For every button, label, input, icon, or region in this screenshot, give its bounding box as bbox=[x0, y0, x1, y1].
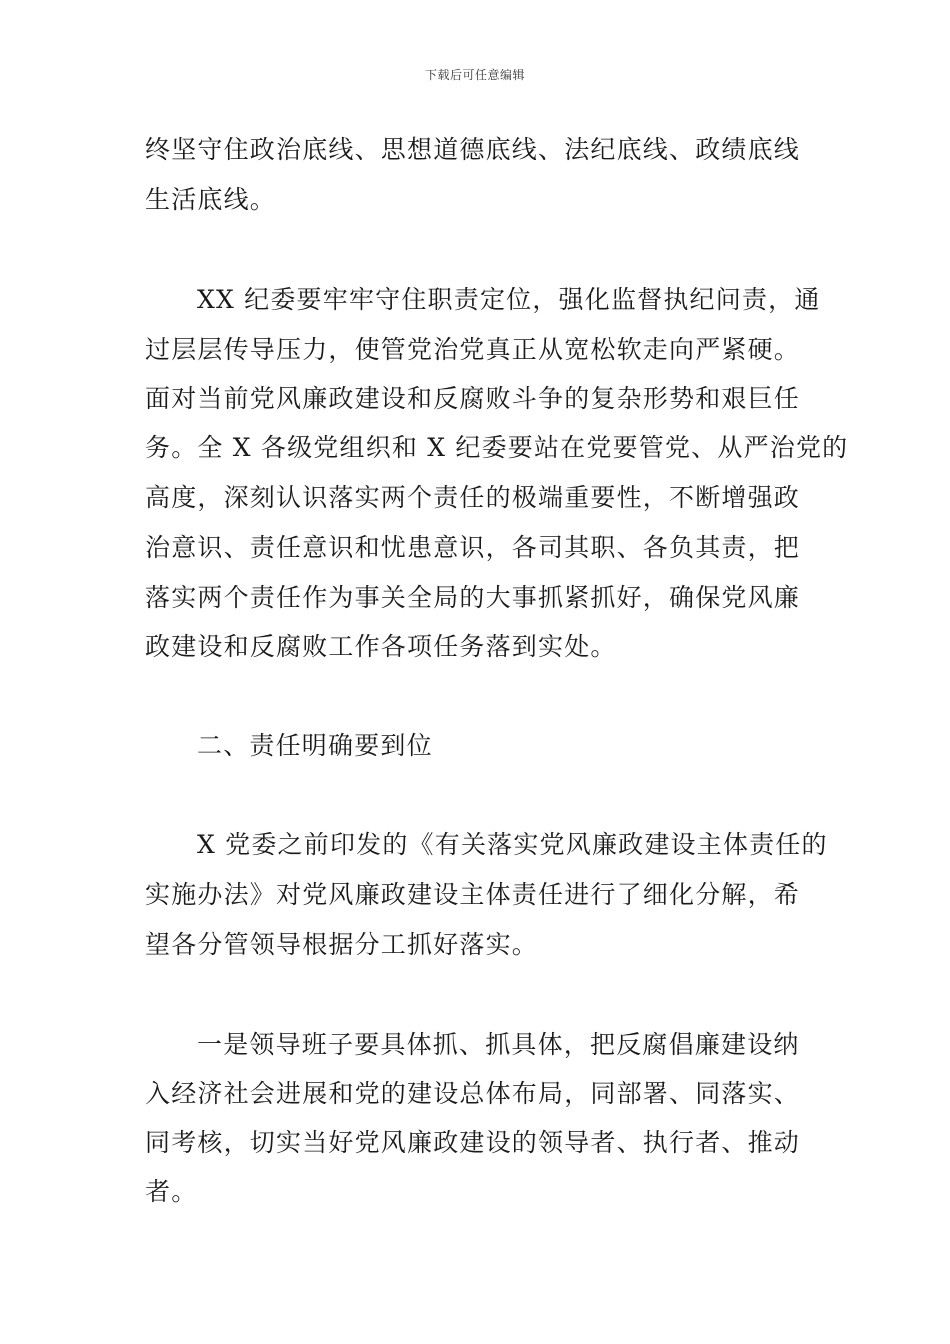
paragraph-line: X 党委之前印发的《有关落实党风廉政建设主体责任的 bbox=[197, 830, 828, 859]
paragraph-line: 者。 bbox=[145, 1177, 198, 1206]
paragraph-line: 落实两个责任作为事关全局的大事抓紧抓好，确保党风廉 bbox=[145, 583, 801, 612]
paragraph-line: 一是领导班子要具体抓、抓具体，把反腐倡廉建设纳 bbox=[197, 1030, 800, 1059]
section-heading: 二、责任明确要到位 bbox=[197, 731, 433, 760]
paragraph-line: 高度，深刻认识落实两个责任的极端重要性，不断增强政 bbox=[145, 483, 801, 512]
paragraph-line: 务。全 X 各级党组织和 X 纪委要站在党要管党、从严治党的 bbox=[145, 433, 849, 462]
paragraph-line: 同考核，切实当好党风廉政建设的领导者、执行者、推动 bbox=[145, 1128, 801, 1157]
paragraph-line: 面对当前党风廉政建设和反腐败斗争的复杂形势和艰巨任 bbox=[145, 384, 801, 413]
paragraph-line: 治意识、责任意识和忧患意识，各司其职、各负其责，把 bbox=[145, 533, 801, 562]
paragraph-line: 政建设和反腐败工作各项任务落到实处。 bbox=[145, 632, 617, 661]
paragraph-line: 过层层传导压力，使管党治党真正从宽松软走向严紧硬。 bbox=[145, 335, 801, 364]
paragraph-line: 终坚守住政治底线、思想道德底线、法纪底线、政绩底线 bbox=[145, 135, 801, 164]
page-header: 下载后可任意编辑 bbox=[424, 68, 525, 82]
paragraph-line: 望各分管领导根据分工抓好落实。 bbox=[145, 930, 539, 959]
paragraph-line: 实施办法》对党风廉政建设主体责任进行了细化分解，希 bbox=[145, 880, 801, 909]
paragraph-line: 生活底线。 bbox=[145, 185, 277, 214]
paragraph-line: 入经济社会进展和党的建设总体布局，同部署、同落实、 bbox=[145, 1079, 801, 1108]
paragraph-line: XX 纪委要牢牢守住职责定位，强化监督执纪问责，通 bbox=[197, 285, 821, 314]
